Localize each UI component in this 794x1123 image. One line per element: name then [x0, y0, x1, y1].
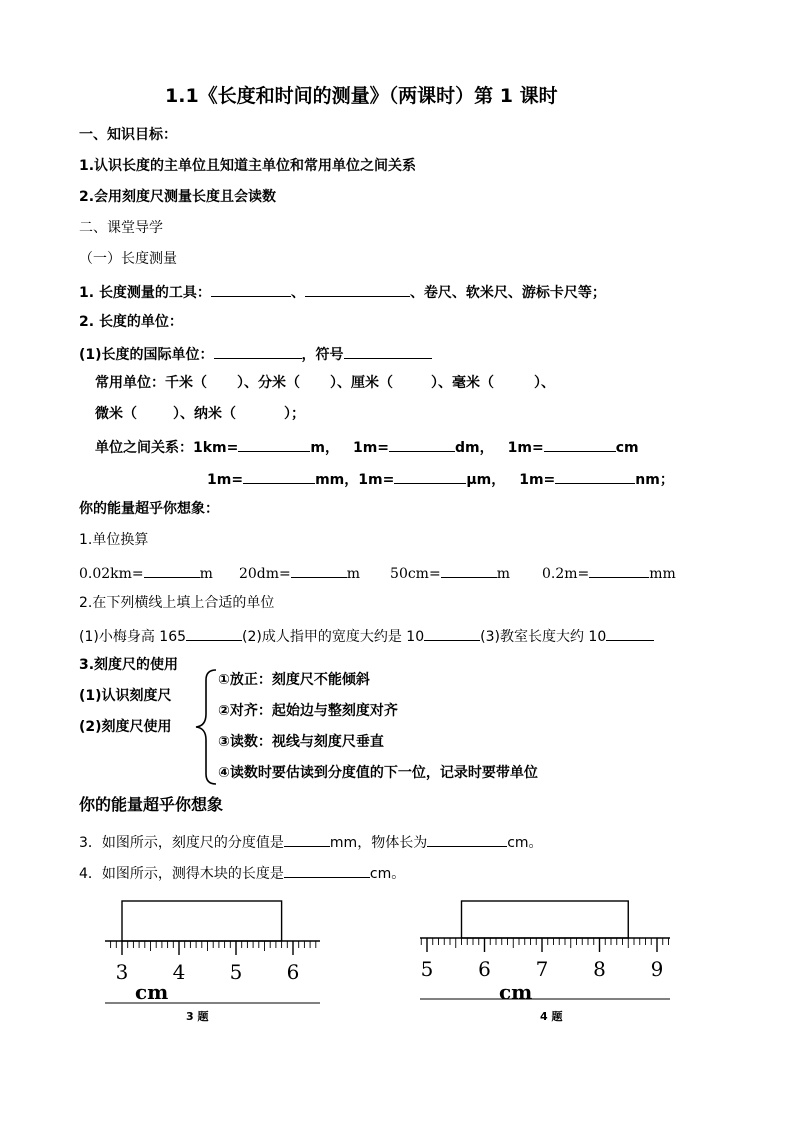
fill-prompt: (3)教室长度大约 10 — [480, 629, 607, 645]
ruler-step-4: ④读数时要估读到分度值的下一位，记录时要带单位 — [218, 765, 538, 781]
section-guide-heading: 二、课堂导学 — [79, 220, 163, 236]
common-unit-text: ）、厘米（ — [330, 375, 393, 391]
relation-text: 1m= — [207, 472, 244, 488]
relation-text: 单位之间关系：1km= — [95, 440, 239, 456]
wood-block — [122, 901, 282, 941]
tick-label: 9 — [650, 957, 664, 981]
page-title: 1.1《长度和时间的测量》（两课时）第 1 课时 — [165, 85, 558, 107]
tick-label: 6 — [478, 957, 491, 981]
answer-blank[interactable] — [441, 563, 497, 578]
answer-blank[interactable] — [291, 563, 347, 578]
question-3-text: mm，物体长为 — [329, 835, 428, 851]
intl-unit-label: (1)长度的国际单位： — [79, 347, 214, 363]
subsection-length-measure: （一）长度测量 — [79, 251, 177, 267]
answer-blank[interactable] — [389, 437, 455, 452]
ruler-figure-3 — [100, 895, 325, 1010]
relation-text: mm，1m= — [315, 472, 395, 488]
common-units-line-1 — [95, 374, 555, 392]
question-2 — [79, 313, 183, 331]
ruler-use-label: (2)刻度尺使用 — [79, 719, 172, 735]
conversion-title: 1.单位换算 — [79, 532, 149, 548]
practice-heading-1: 你的能量超乎你想象： — [79, 501, 219, 517]
relation-text: μm， — [466, 472, 506, 488]
conversion-unit: mm — [649, 566, 676, 582]
wood-block — [462, 901, 629, 938]
question-1-number: 1. — [79, 285, 95, 301]
tick-label: 8 — [593, 957, 606, 981]
relation-text: nm； — [635, 472, 674, 488]
answer-blank[interactable] — [344, 344, 432, 359]
conversion-prompt: 0.02km= — [79, 566, 144, 582]
fill-prompt: (2)成人指甲的宽度大约是 10 — [242, 629, 425, 645]
question-4-text: cm。 — [369, 866, 406, 882]
common-unit-text: ）、毫米（ — [431, 375, 494, 391]
figure-4-caption: 4 题 — [540, 1010, 563, 1023]
common-unit-text: ）、纳米（ — [173, 406, 236, 422]
relation-text: 1m= — [352, 440, 390, 456]
question-4-text: 4．如图所示，测得木块的长度是 — [79, 866, 284, 882]
answer-blank[interactable] — [144, 563, 200, 578]
question-1-sep: 、 — [290, 285, 305, 301]
ruler-use-heading: 3.刻度尺的使用 — [79, 657, 179, 673]
conversion-unit: m — [199, 566, 213, 582]
unit-label: cm — [135, 980, 169, 1004]
answer-blank[interactable] — [394, 469, 466, 484]
answer-blank[interactable] — [284, 832, 330, 847]
unit-label: cm — [499, 980, 533, 1004]
ruler-step-1: ①放正：刻度尺不能倾斜 — [218, 672, 370, 688]
question-1 — [79, 282, 606, 302]
common-unit-text: 常用单位：千米（ — [95, 375, 207, 391]
curly-brace — [190, 668, 220, 786]
question-2-text: 长度的单位： — [98, 314, 183, 330]
fill-prompt: (1)小梅身高 165 — [79, 629, 187, 645]
answer-blank[interactable] — [427, 832, 507, 847]
ruler-step-3: ③读数：视线与刻度尺垂直 — [218, 734, 384, 750]
common-unit-text: 微米（ — [95, 406, 137, 422]
question-3 — [79, 832, 543, 852]
goal-1: 1.认识长度的主单位且知道主单位和常用单位之间关系 — [79, 158, 417, 174]
answer-blank[interactable] — [284, 863, 370, 878]
tick-label: 3 — [115, 960, 129, 984]
ruler-know-label: (1)认识刻度尺 — [79, 688, 172, 704]
answer-blank[interactable] — [214, 344, 302, 359]
relation-text: cm — [615, 440, 639, 456]
answer-blank[interactable] — [238, 437, 310, 452]
relation-text: 1m= — [507, 440, 544, 456]
goal-2: 2.会用刻度尺测量长度且会读数 — [79, 189, 277, 205]
section-knowledge-heading: 一、知识目标： — [79, 127, 177, 143]
ruler-step-2: ②对齐：起始边与整刻度对齐 — [218, 703, 398, 719]
unit-relations-line-2 — [207, 469, 674, 489]
conversion-prompt: 20dm= — [238, 566, 291, 582]
tick-label: 5 — [420, 957, 434, 981]
tick-label: 5 — [229, 960, 243, 984]
intl-unit-symbol-label: ，符号 — [301, 347, 344, 363]
common-units-line-2 — [95, 405, 305, 423]
answer-blank[interactable] — [243, 469, 315, 484]
tick-label: 4 — [172, 960, 186, 984]
tick-label: 7 — [535, 957, 549, 981]
relation-text: m， — [310, 440, 339, 456]
common-unit-text: ）、 — [534, 375, 555, 391]
relation-text: 1m= — [519, 472, 556, 488]
answer-blank[interactable] — [305, 282, 410, 297]
answer-blank[interactable] — [555, 469, 635, 484]
conversion-prompt: 50cm= — [390, 566, 441, 582]
question-1-text: 长度测量的工具： — [98, 285, 211, 301]
relation-text: dm， — [455, 440, 494, 456]
intl-unit-line — [79, 344, 432, 364]
answer-blank[interactable] — [544, 437, 616, 452]
question-1-rest: 、卷尺、软米尺、游标卡尺等； — [409, 285, 606, 301]
common-unit-text: ）； — [284, 406, 305, 422]
fill-unit-title: 2.在下列横线上填上合适的单位 — [79, 595, 275, 611]
fill-unit-row — [79, 626, 654, 646]
conversion-unit: m — [346, 566, 361, 582]
question-3-text: cm。 — [507, 835, 543, 851]
answer-blank[interactable] — [606, 626, 654, 641]
conversion-row — [79, 563, 676, 583]
conversion-prompt: 0.2m= — [541, 566, 590, 582]
common-unit-text: ）、分米（ — [237, 375, 300, 391]
answer-blank[interactable] — [589, 563, 649, 578]
figure-3-caption: 3 题 — [186, 1010, 209, 1023]
question-2-number: 2. — [79, 314, 95, 330]
ruler-figure-4 — [415, 895, 675, 1010]
answer-blank[interactable] — [186, 626, 242, 641]
question-3-text: 3．如图所示，刻度尺的分度值是 — [79, 835, 284, 851]
answer-blank[interactable] — [424, 626, 480, 641]
answer-blank[interactable] — [211, 282, 291, 297]
conversion-unit: m — [496, 566, 510, 582]
practice-heading-2: 你的能量超乎你想象 — [79, 795, 224, 814]
question-4 — [79, 863, 405, 883]
tick-label: 6 — [286, 960, 300, 984]
unit-relations-line-1 — [95, 437, 639, 457]
